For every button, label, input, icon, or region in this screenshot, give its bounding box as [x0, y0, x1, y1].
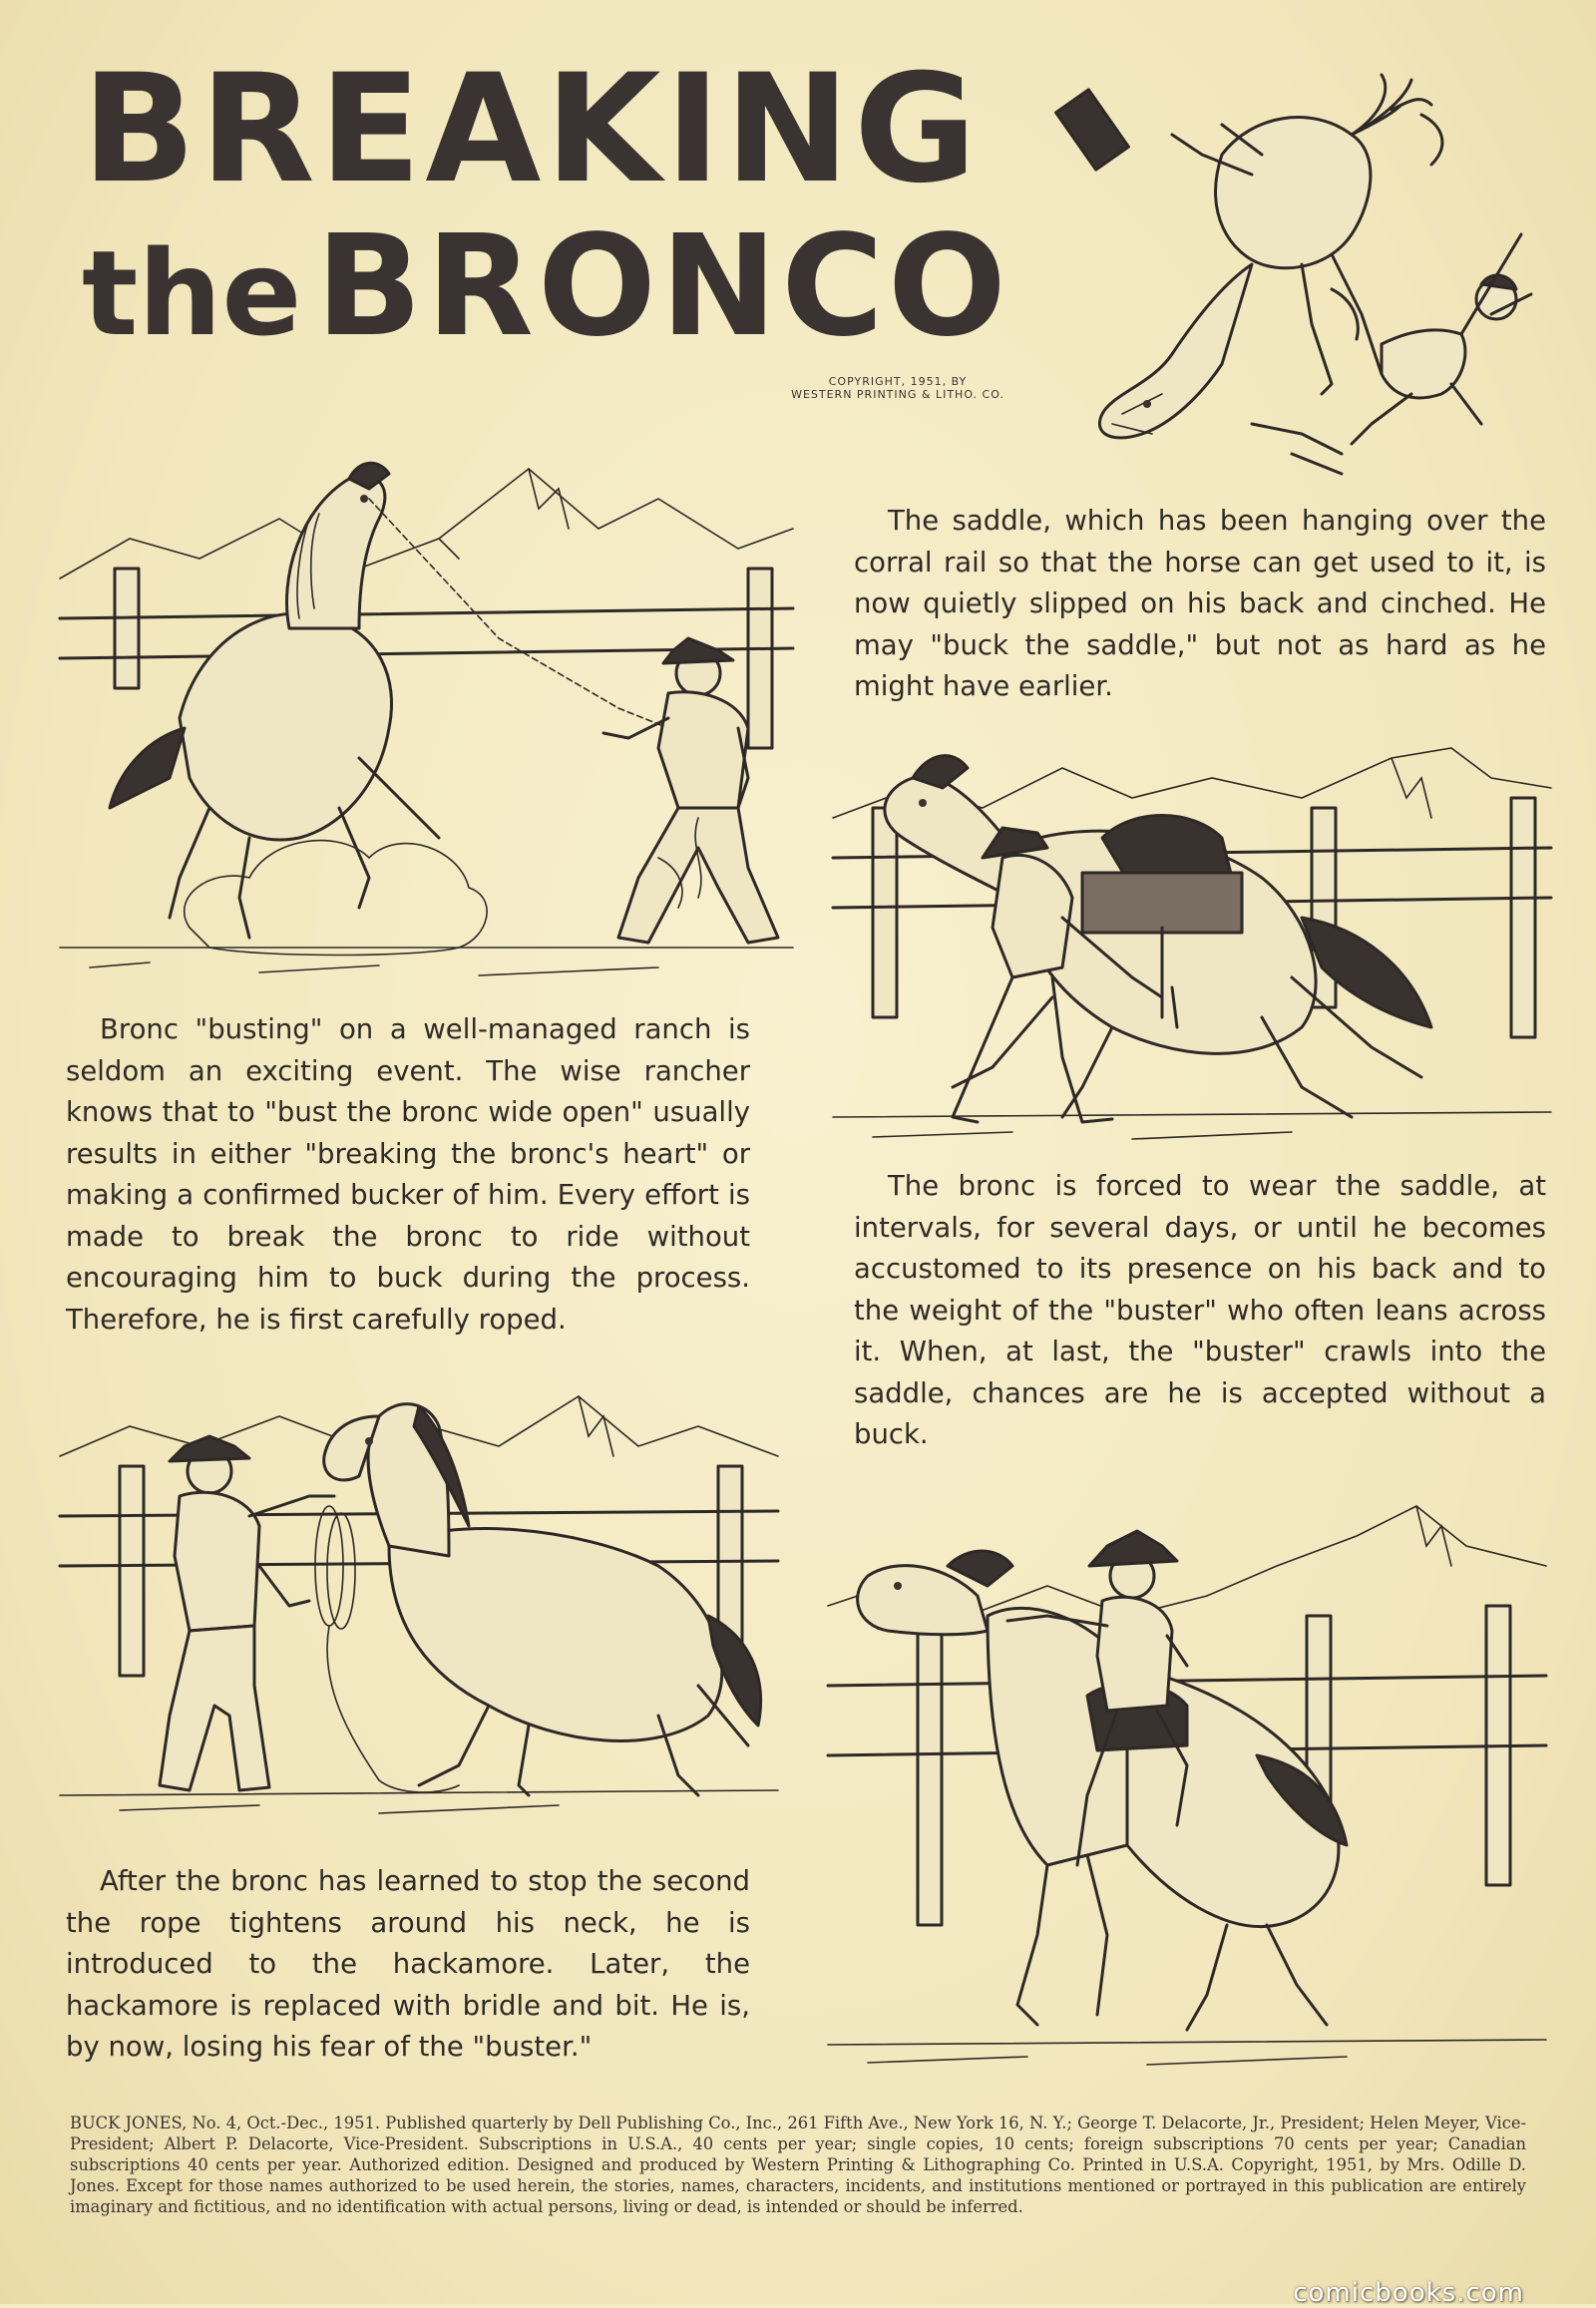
bucking-horse-illustration — [1052, 95, 1551, 484]
paragraph-hackamore: After the bronc has learned to stop the second the rope tightens around his neck, he is introduced to the hackamore. Later, the hackamore is replaced with bridle and bit. He is, by now, losing his fear of the "buster." — [66, 1865, 750, 2063]
watermark: comicbooks.com — [1293, 2278, 1524, 2308]
title-the: the — [82, 224, 302, 362]
paragraph-roping: Bronc "busting" on a well-managed ranch is seldom an exciting event. The wise rancher knows that to "bust the bronc wide open" usually results in either "breaking the bronc's heart" or making a confirmed bucker of him. Every effort is made to break the bronc to ride without encouraging him to buck during the process. Therefore, he is first carefully roped. — [66, 1013, 750, 1336]
paragraph-wear-saddle: The bronc is forced to wear the saddle, at intervals, for several days, or until he becomes accustomed to its presence on his back and to the weight of the "buster" who often leans across it. When, at last, the "buster" crawls into the saddle, chances are he is accepted without a buck. — [854, 1170, 1546, 1450]
riding-illustration — [828, 1466, 1546, 2075]
paragraph-saddle: The saddle, which has been hanging over the corral rail so that the horse can get used to it, is now quietly slipped on his back and cinched. He may "buck the saddle," but not as hard as he might have earlier. — [854, 505, 1546, 702]
saddling-illustration — [833, 728, 1551, 1157]
title-breaking: BREAKING — [82, 43, 982, 216]
title-the-bronco — [82, 205, 1010, 368]
publication-indicia: BUCK JONES, No. 4, Oct.-Dec., 1951. Published quarterly by Dell Publishing Co., Inc., 261 Fifth Ave., New York 16, N. Y.; George T. Delacorte, Jr., President; Helen Meyer, Vice-President; Albert P. Delacorte, Vice-President. Subscriptions in U.S.A., 40 cents per year; single copies, 10 cents; foreign subscriptions 70 cents per year; Canadian subscriptions 40 cents per year. Authorized edition. Designed and produced by Western Printing & Lithographing Co. Printed in U.S.A. Copyright, 1951, by Mrs. Odille D. Jones. Except for those names authorized to be used herein, the stories, names, characters, incidents, and institutions mentioned or portrayed in this publication are entirely imaginary and fictitious, and no identification with actual persons, living or dead, is intended or should be inferred. — [70, 2114, 1526, 2216]
copyright-notice: COPYRIGHT, 1951, BY WESTERN PRINTING & LITHO. CO. — [791, 375, 1004, 401]
title-bronco: BRONCO — [315, 205, 1010, 368]
hackamore-illustration — [60, 1386, 778, 1825]
roping-illustration — [60, 429, 793, 987]
